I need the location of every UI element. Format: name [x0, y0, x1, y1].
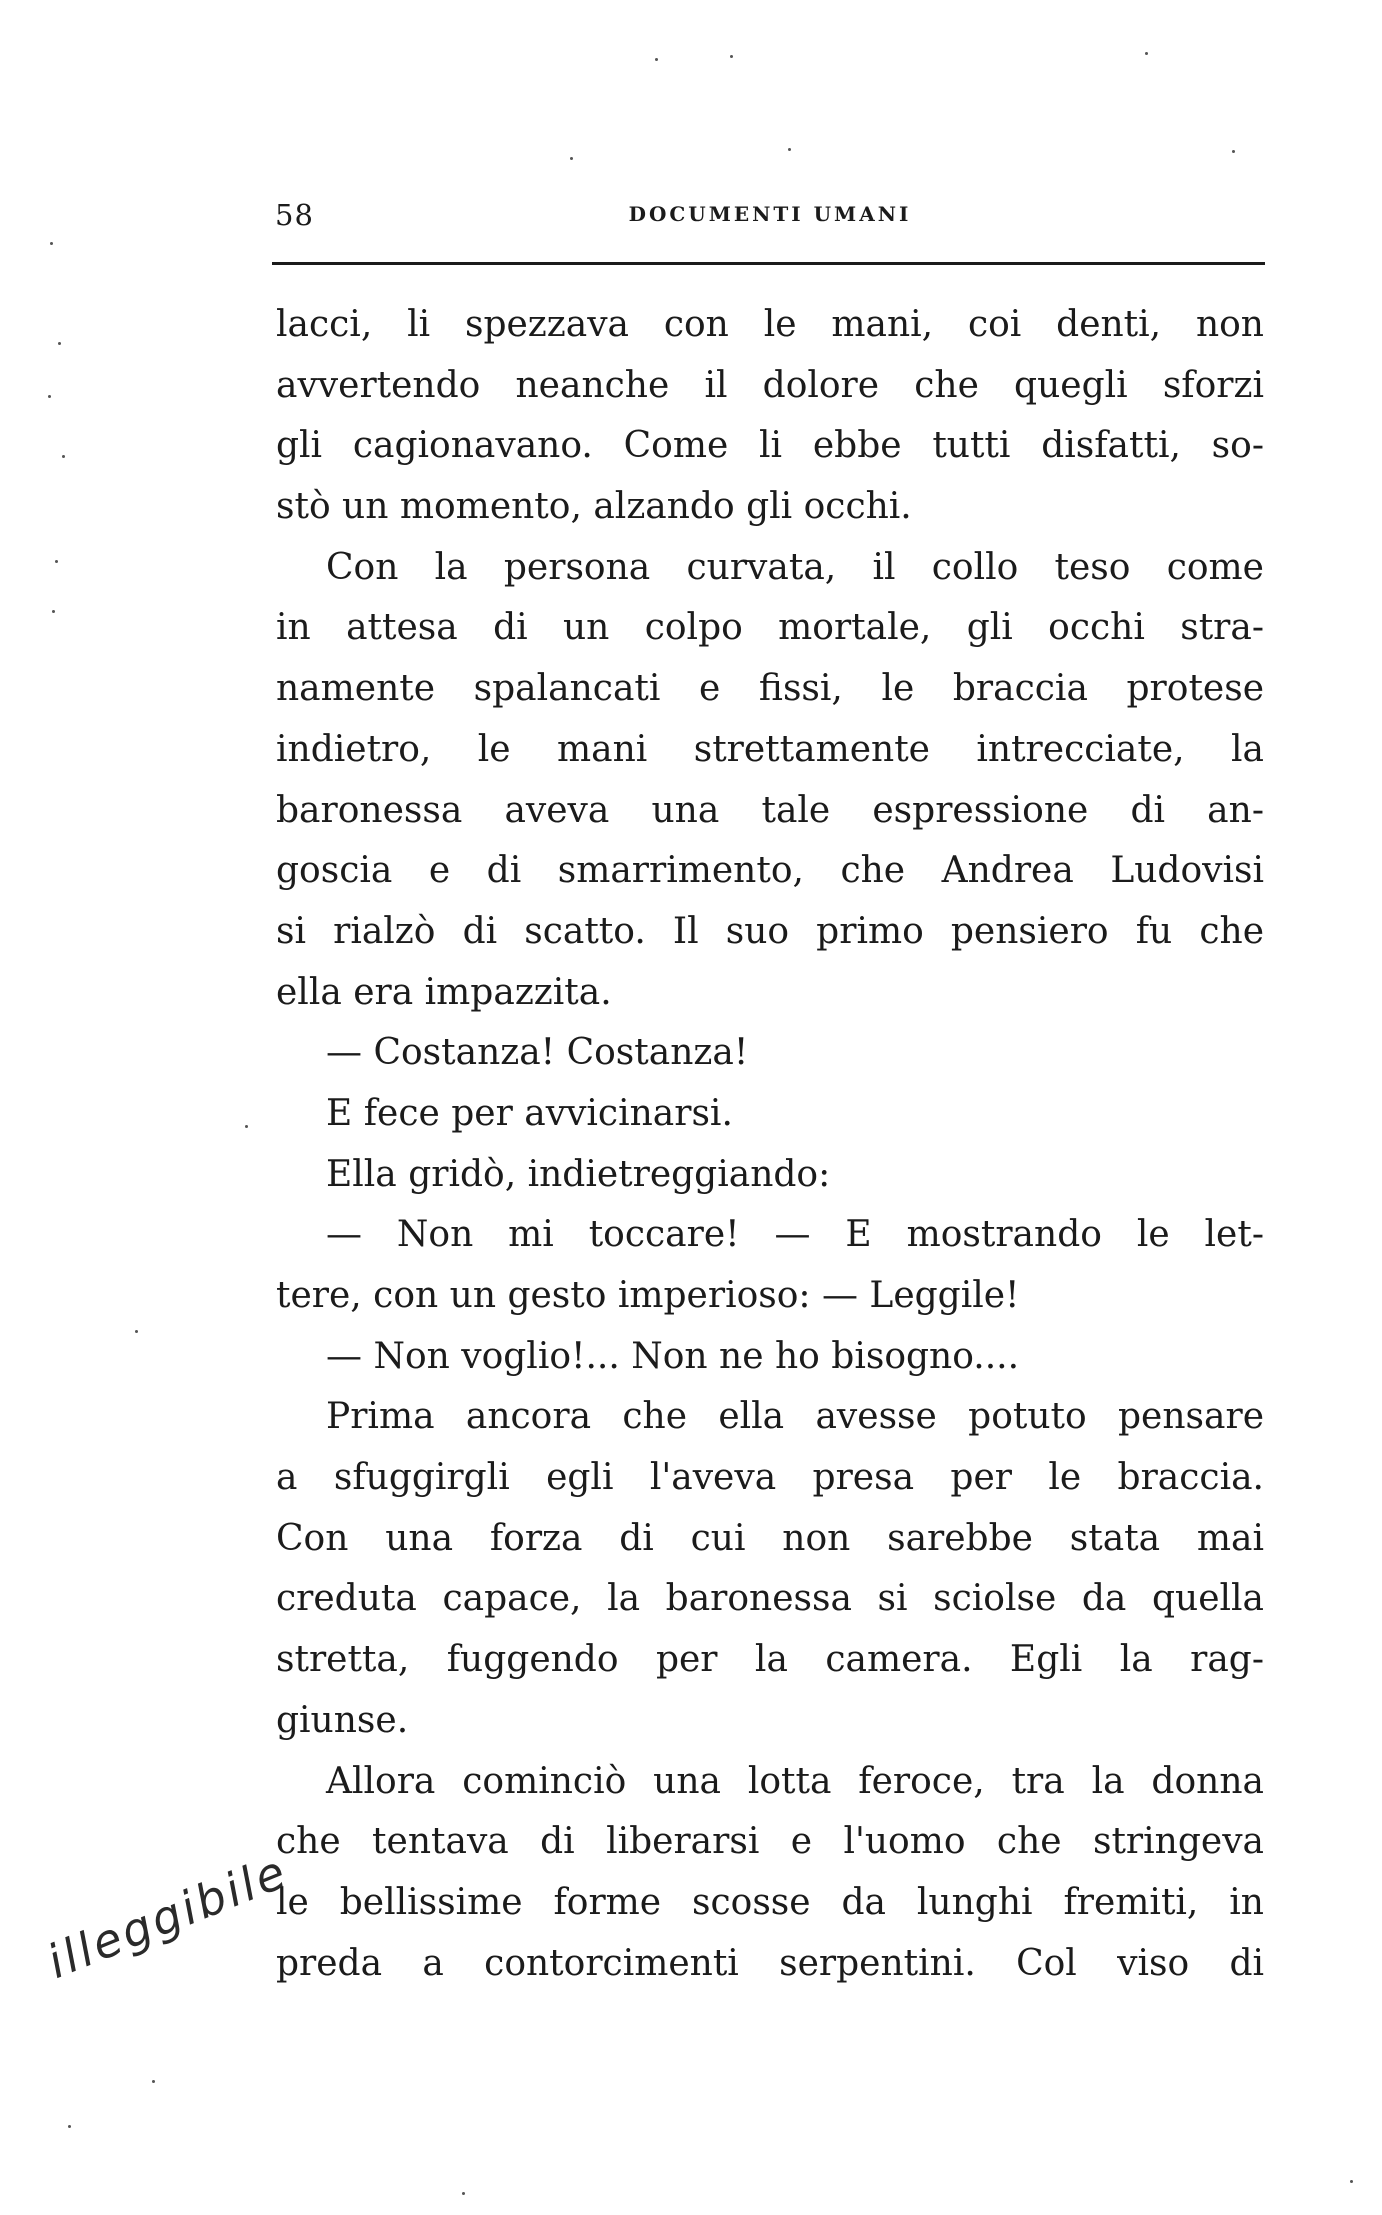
text-line: — Non mi toccare! — E mostrando le let- [326, 1214, 1264, 1256]
scan-speck [62, 455, 65, 458]
text-line: Ella gridò, indietreggiando: [326, 1153, 831, 1195]
scan-speck [788, 148, 791, 151]
scan-speck [152, 2080, 155, 2083]
text-line: tere, con un gesto imperioso: — Leggile! [276, 1275, 1020, 1316]
scan-speck [655, 58, 658, 61]
text-line: a sfuggirgli egli l'aveva presa per le braccia. [276, 1457, 1264, 1499]
body-text [276, 295, 1264, 1994]
text-line: — Costanza! Costanza! [326, 1032, 749, 1074]
scan-speck [1145, 52, 1148, 55]
text-line: stò un momento, alzando gli occhi. [276, 486, 912, 528]
scan-speck [50, 242, 53, 245]
running-title: DOCUMENTI UMANI [628, 202, 912, 226]
scan-speck [58, 342, 61, 345]
text-line: creduta capace, la baronessa si sciolse da quella [276, 1578, 1264, 1620]
text-line: avvertendo neanche il dolore che quegli sforzi [276, 364, 1264, 406]
scan-speck [135, 1330, 138, 1333]
text-line: namente spalancati e fissi, le braccia protese [276, 668, 1264, 710]
header-rule [272, 262, 1265, 265]
text-line: indietro, le mani strettamente intrecciate, la [276, 728, 1264, 770]
text-line: Allora cominciò una lotta feroce, tra la donna [326, 1760, 1264, 1802]
text-line: in attesa di un colpo mortale, gli occhi stra- [276, 607, 1264, 649]
text-line: ella era impazzita. [276, 971, 612, 1013]
scan-speck [730, 55, 733, 58]
text-line: giunse. [276, 1699, 409, 1741]
text-line: stretta, fuggendo per la camera. Egli la rag- [276, 1639, 1264, 1681]
text-line: goscia e di smarrimento, che Andrea Ludovisi [276, 850, 1264, 892]
scan-speck [48, 395, 51, 398]
text-line: le bellissime forme scosse da lunghi fremiti, in [276, 1881, 1264, 1923]
scan-speck [462, 2192, 465, 2195]
text-line: preda a contorcimenti serpentini. Col viso di [276, 1942, 1264, 1984]
text-line: gli cagionavano. Come li ebbe tutti disfatti, so- [276, 425, 1264, 467]
text-line: Prima ancora che ella avesse potuto pensare [326, 1396, 1264, 1438]
scan-speck [245, 1125, 248, 1128]
text-line: Con una forza di cui non sarebbe stata mai [276, 1517, 1264, 1559]
text-line: lacci, li spezzava con le mani, coi denti, non [276, 304, 1264, 345]
text-line: si rialzò di scatto. Il suo primo pensiero fu che [276, 910, 1264, 952]
scan-speck [1350, 2180, 1353, 2183]
text-line: — Non voglio!... Non ne ho bisogno.... [326, 1335, 1020, 1377]
scan-speck [68, 2125, 71, 2128]
scan-speck [52, 610, 55, 613]
text-line: Con la persona curvata, il collo teso come [326, 546, 1264, 588]
scan-speck [55, 560, 58, 563]
text-line: baronessa aveva una tale espressione di an- [276, 789, 1264, 831]
text-line: E fece per avvicinarsi. [326, 1092, 733, 1134]
text-line: che tentava di liberarsi e l'uomo che stringeva [276, 1821, 1264, 1863]
page-number: 58 [275, 198, 314, 232]
scan-speck [570, 157, 573, 160]
handwritten-margin-note: illeggibile [39, 1843, 296, 1989]
page-header [275, 198, 1265, 238]
scan-speck [1232, 150, 1235, 153]
